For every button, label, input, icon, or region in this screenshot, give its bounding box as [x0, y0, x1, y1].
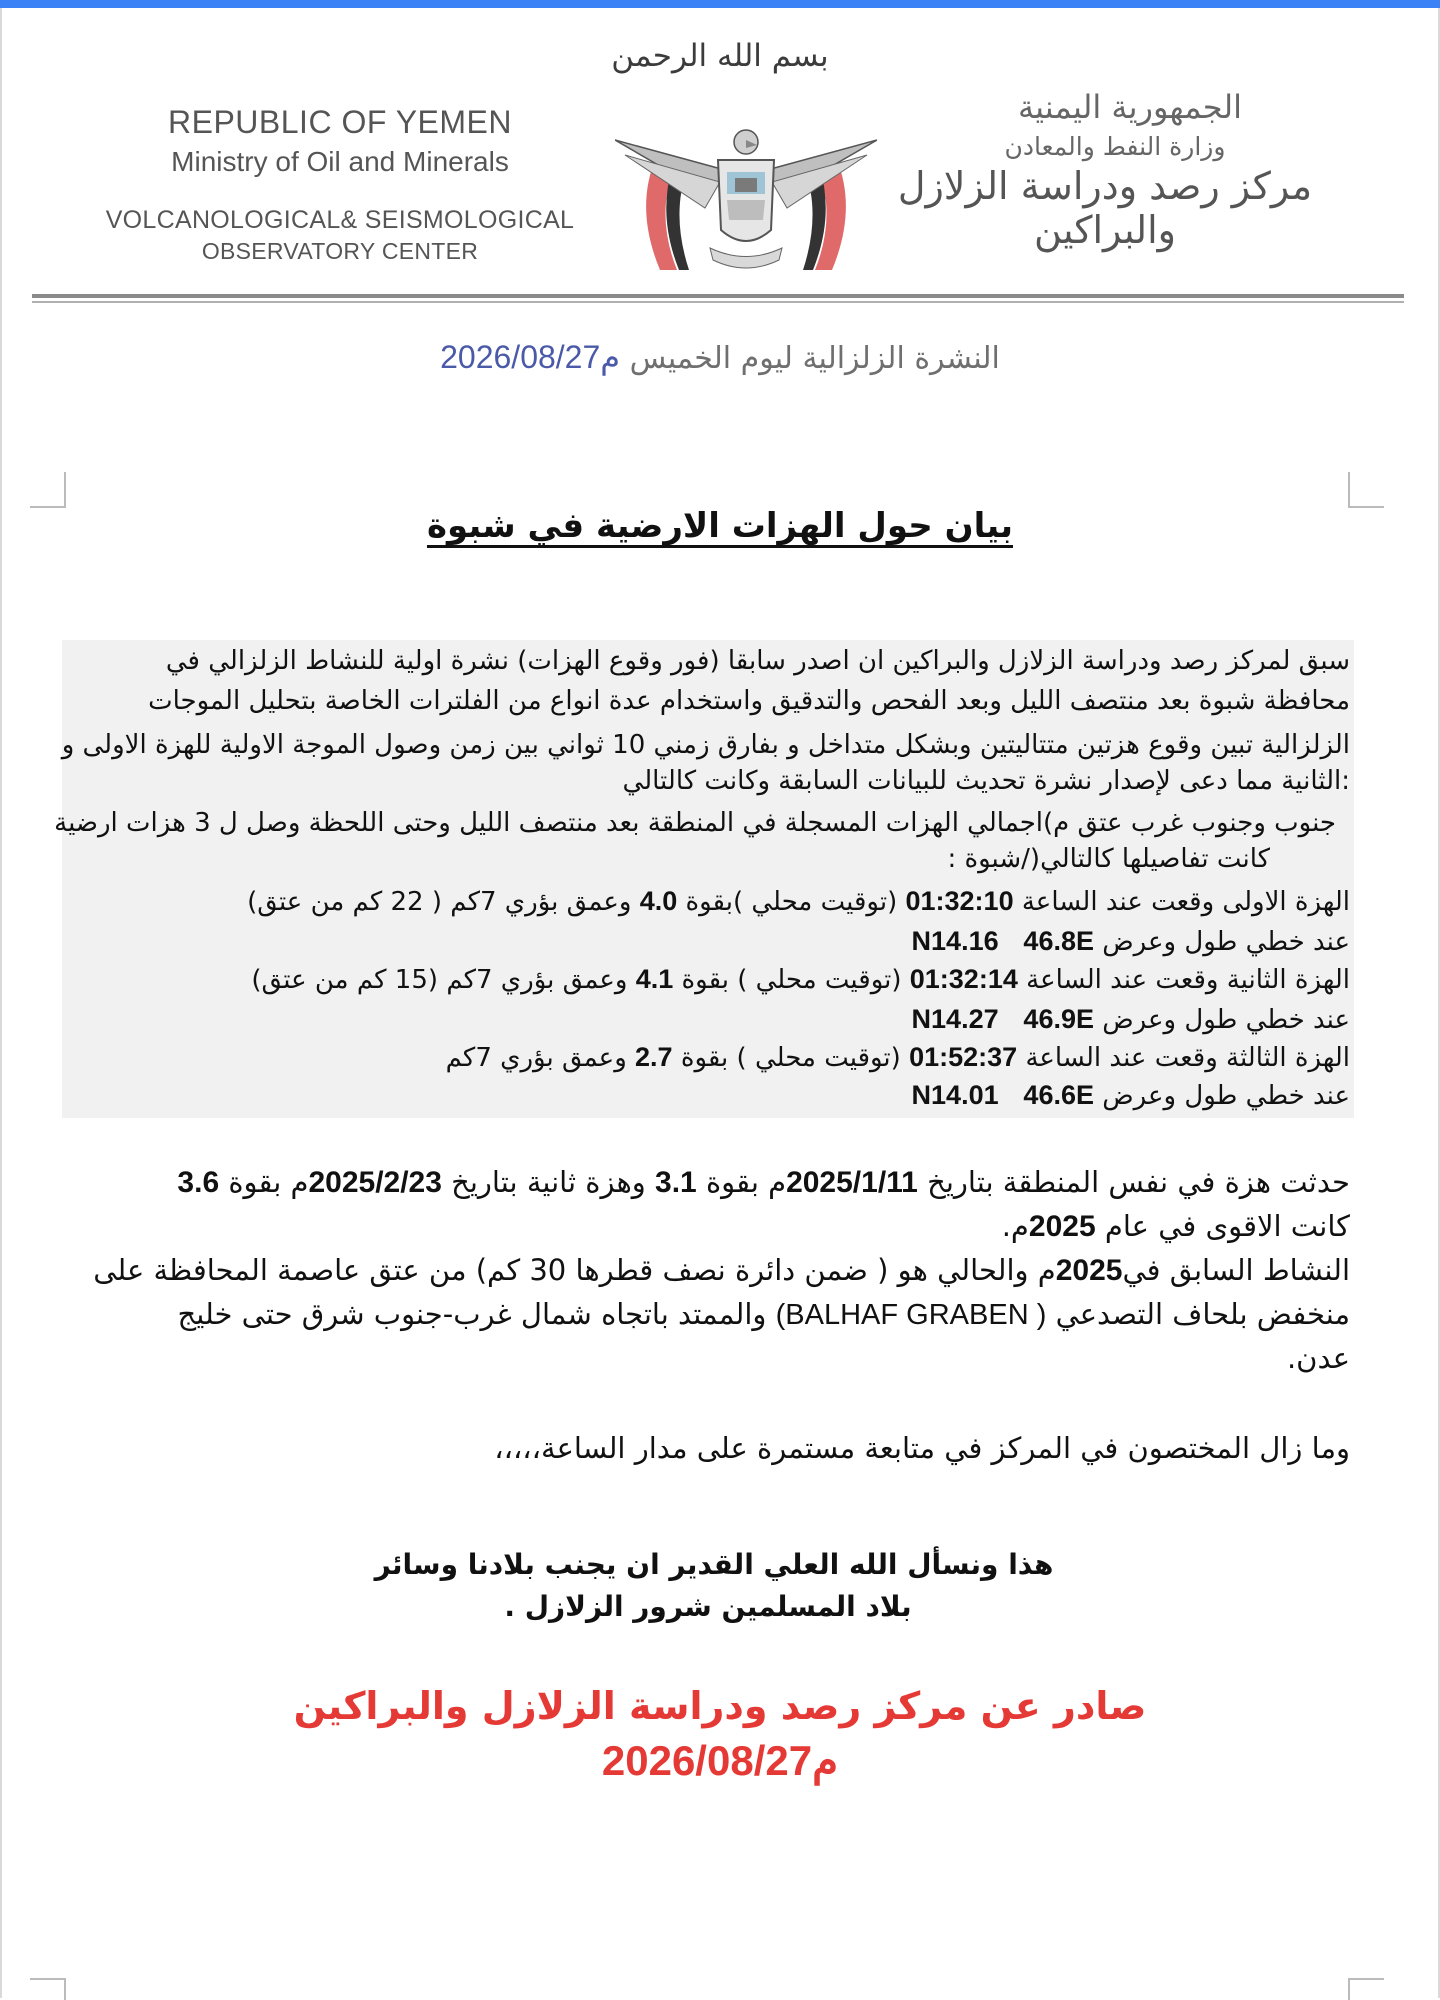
bulletin-date: 2026/08/27م — [440, 339, 621, 375]
quake-2-lon: 46.9E — [1023, 1004, 1094, 1034]
intro-line-4: :الثانية مما دعى لإصدار نشرة تحديث للبيانات السابقة وكانت كالتالي — [622, 766, 1350, 796]
quake-3-lon: 46.6E — [1023, 1080, 1094, 1110]
quake-2-lat: N14.27 — [911, 1004, 999, 1034]
bulletin-text: النشرة الزلزالية ليوم الخميس — [629, 341, 1000, 376]
bulletin-line — [0, 338, 1440, 376]
top-accent-bar — [0, 0, 1440, 8]
quake-2-line: الهزة الثانية وقعت عند الساعة 01:32:14 (توقيت محلي ) بقوة 4.1 وعمق بؤري 7كم (15 كم من عتق) — [251, 964, 1350, 995]
intro-line-6: كانت تفاصيلها كالتالي(/شبوة : — [947, 844, 1270, 874]
quake-1-magnitude: 4.0 — [639, 886, 678, 916]
quake-2-coords: عند خطي طول وعرض 46.9E N14.27 — [911, 1004, 1350, 1035]
quake-3-line: الهزة الثالثة وقعت عند الساعة 01:52:37 (توقيت محلي ) بقوة 2.7 وعمق بؤري 7كم — [445, 1042, 1350, 1073]
quake-2-time: 01:32:14 — [909, 964, 1018, 994]
history-line-4: منخفض بلحاف التصدعي (BALHAF GRABEN ) والممتد باتجاه شمال غرب-جنوب شرق حتى خليج — [177, 1297, 1350, 1331]
header-ar-center: مركز رصد ودراسة الزلازل والبراكين — [897, 164, 1313, 252]
header-divider-thin — [32, 301, 1404, 303]
quake-1-coords: عند خطي طول وعرض 46.8E N14.16 — [911, 926, 1350, 957]
intro-line-1: سبق لمركز رصد ودراسة الزلازل والبراكين ان اصدر سابقا (فور وقوع الهزات) نشرة اولية للنشاط الزلزالي في — [165, 646, 1350, 676]
page-corner-mark-bottom-left — [30, 1978, 66, 2000]
intro-line-3: الزلزالية تبين وقوع هزتين متتاليتين وبشكل متداخل و بفارق زمني 10 ثواني بين زمن وصول الموجة الاولية للهزة الاولى و — [61, 730, 1350, 760]
quake-1-lon: 46.8E — [1023, 926, 1094, 956]
intro-line-2: محافظة شبوة بعد منتصف الليل وبعد الفحص والتدقيق واستخدام عدة انواع من الفلترات الخاصة بتحليل الموجات — [148, 686, 1350, 716]
history-line-3: النشاط السابق في2025م والحالي هو ( ضمن دائرة نصف قطرها 30 كم) من عتق عاصمة المحافظة على — [93, 1253, 1350, 1287]
statement-heading: بيان حول الهزات الارضية في شبوة — [426, 506, 1014, 546]
yemen-eagle-emblem-icon — [615, 120, 877, 280]
header-divider-thick — [32, 294, 1404, 298]
quake-2-distance: (15 كم من عتق) — [251, 965, 439, 995]
prayer-line-1: هذا ونسأل الله العلي القدير ان يجنب بلادنا وسائر — [374, 1548, 1054, 1581]
page-corner-mark-bottom-right — [1348, 1978, 1384, 2000]
header-en-center-line2: OBSERVATORY CENTER — [201, 238, 479, 264]
header-ar-ministry: وزارة النفط والمعادن — [1004, 132, 1226, 161]
basmala: بسم الله الرحمن — [611, 38, 829, 74]
quake-3-time: 01:52:37 — [909, 1042, 1018, 1072]
quake-3-lat: N14.01 — [911, 1080, 999, 1110]
quake-1-distance: ( 22 كم من عتق) — [247, 887, 443, 917]
history-line-5: عدن. — [1286, 1341, 1350, 1375]
page-corner-mark-top-right — [1348, 472, 1384, 508]
issued-date: 2026/08/27م — [601, 1737, 839, 1784]
monitoring-line: وما زال المختصون في المركز في متابعة مستمرة على مدار الساعة،،،،، — [494, 1431, 1350, 1465]
quake-1-line: الهزة الاولى وقعت عند الساعة 01:32:10 (توقيت محلي )بقوة 4.0 وعمق بؤري 7كم ( 22 كم من عتق) — [247, 886, 1350, 917]
header-en-center-line1: VOLCANOLOGICAL& SEISMOLOGICAL — [105, 206, 575, 234]
history-line-1: حدثت هزة في نفس المنطقة بتاريخ 2025/1/11م بقوة 3.1 وهزة ثانية بتاريخ 2025/2/23م بقوة 3.6 — [177, 1165, 1350, 1199]
quake-1-lat: N14.16 — [911, 926, 999, 956]
intro-line-5: جنوب وجنوب غرب عتق م)اجمالي الهزات المسجلة في المنطقة بعد منتصف الليل وحتى اللحظة وصل ل 3 هزات ارضية — [54, 808, 1336, 838]
issued-by-line: صادر عن مركز رصد ودراسة الزلازل والبراكين — [293, 1684, 1147, 1728]
quake-3-magnitude: 2.7 — [635, 1042, 673, 1072]
page-corner-mark-top-left — [30, 472, 66, 508]
quake-1-time: 01:32:10 — [905, 886, 1014, 916]
quake-3-coords: عند خطي طول وعرض 46.6E N14.01 — [911, 1080, 1350, 1111]
history-line-2: كانت الاقوى في عام 2025م. — [1001, 1209, 1350, 1243]
header-en-ministry: Ministry of Oil and Minerals — [171, 146, 509, 177]
quake-2-magnitude: 4.1 — [635, 964, 674, 994]
prayer-line-2: بلاد المسلمين شرور الزلازل . — [504, 1590, 912, 1623]
header-ar-republic: الجمهورية اليمنية — [1017, 88, 1243, 126]
header-en-title: REPUBLIC OF YEMEN — [168, 104, 512, 140]
